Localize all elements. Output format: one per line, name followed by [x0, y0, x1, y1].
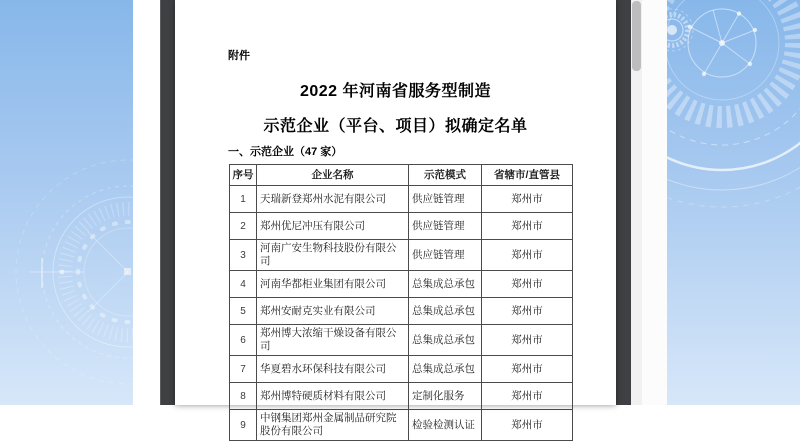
table-row: [230, 325, 573, 356]
document-page: [175, 0, 616, 437]
city: 郑州市: [482, 213, 573, 240]
city: 郑州市: [482, 356, 573, 383]
row-number: 9: [230, 410, 257, 441]
demo-mode: 定制化服务: [409, 383, 482, 410]
demo-mode: 供应链管理: [409, 213, 482, 240]
row-number: 1: [230, 186, 257, 213]
row-number: 7: [230, 356, 257, 383]
attachment-label: 附件: [228, 50, 250, 62]
demo-mode: 检验检测认证: [409, 410, 482, 441]
table-row: [230, 410, 573, 441]
city: 郑州市: [482, 240, 573, 271]
row-number: 2: [230, 213, 257, 240]
table-row: [230, 356, 573, 383]
demo-mode: 供应链管理: [409, 240, 482, 271]
city: 郑州市: [482, 325, 573, 356]
scrollbar-thumb[interactable]: [632, 1, 641, 71]
row-number: 8: [230, 383, 257, 410]
table-row: [230, 186, 573, 213]
company-name: 郑州博大浓缩干燥设备有限公司: [257, 325, 409, 356]
table-row: [230, 383, 573, 410]
demo-mode: 总集成总承包: [409, 325, 482, 356]
demo-mode: 供应链管理: [409, 186, 482, 213]
column-header: 省辖市/直管县: [482, 165, 573, 186]
city: 郑州市: [482, 298, 573, 325]
frame-band-right: [641, 0, 667, 405]
company-name: 中钢集团郑州金属制品研究院股份有限公司: [257, 410, 409, 441]
frame-band-left: [133, 0, 160, 405]
scrollbar-track[interactable]: [631, 0, 642, 405]
demo-mode: 总集成总承包: [409, 298, 482, 325]
column-header: 企业名称: [257, 165, 409, 186]
document-title-line2: 示范企业（平台、项目）拟确定名单: [263, 118, 528, 135]
document-title-line1: 2022 年河南省服务型制造: [299, 83, 492, 100]
company-name: 天瑞新登郑州水泥有限公司: [257, 186, 409, 213]
row-number: 3: [230, 240, 257, 271]
enterprise-table-wrap: [229, 164, 573, 441]
document-viewer: [160, 0, 642, 437]
demo-mode: 总集成总承包: [409, 271, 482, 298]
enterprise-table: [229, 164, 573, 441]
table-row: [230, 240, 573, 271]
demo-mode: 总集成总承包: [409, 356, 482, 383]
table-header-row: [230, 165, 573, 186]
company-name: 华夏碧水环保科技有限公司: [257, 356, 409, 383]
table-row: [230, 271, 573, 298]
company-name: 郑州安耐克实业有限公司: [257, 298, 409, 325]
gear-network-ornament: [666, 0, 800, 405]
city: 郑州市: [482, 410, 573, 441]
company-name: 河南华都柜业集团有限公司: [257, 271, 409, 298]
city: 郑州市: [482, 271, 573, 298]
row-number: 4: [230, 271, 257, 298]
tech-dial-ornament: [0, 0, 133, 405]
column-header: 示范模式: [409, 165, 482, 186]
company-name: 河南广安生物科技股份有限公司: [257, 240, 409, 271]
table-row: [230, 298, 573, 325]
company-name: 郑州优尼冲压有限公司: [257, 213, 409, 240]
company-name: 郑州博特硬质材料有限公司: [257, 383, 409, 410]
section-heading: 一、示范企业（47 家）: [228, 146, 343, 158]
row-number: 6: [230, 325, 257, 356]
column-header: 序号: [230, 165, 257, 186]
row-number: 5: [230, 298, 257, 325]
city: 郑州市: [482, 186, 573, 213]
table-body: [230, 186, 573, 441]
city: 郑州市: [482, 383, 573, 410]
table-row: [230, 213, 573, 240]
